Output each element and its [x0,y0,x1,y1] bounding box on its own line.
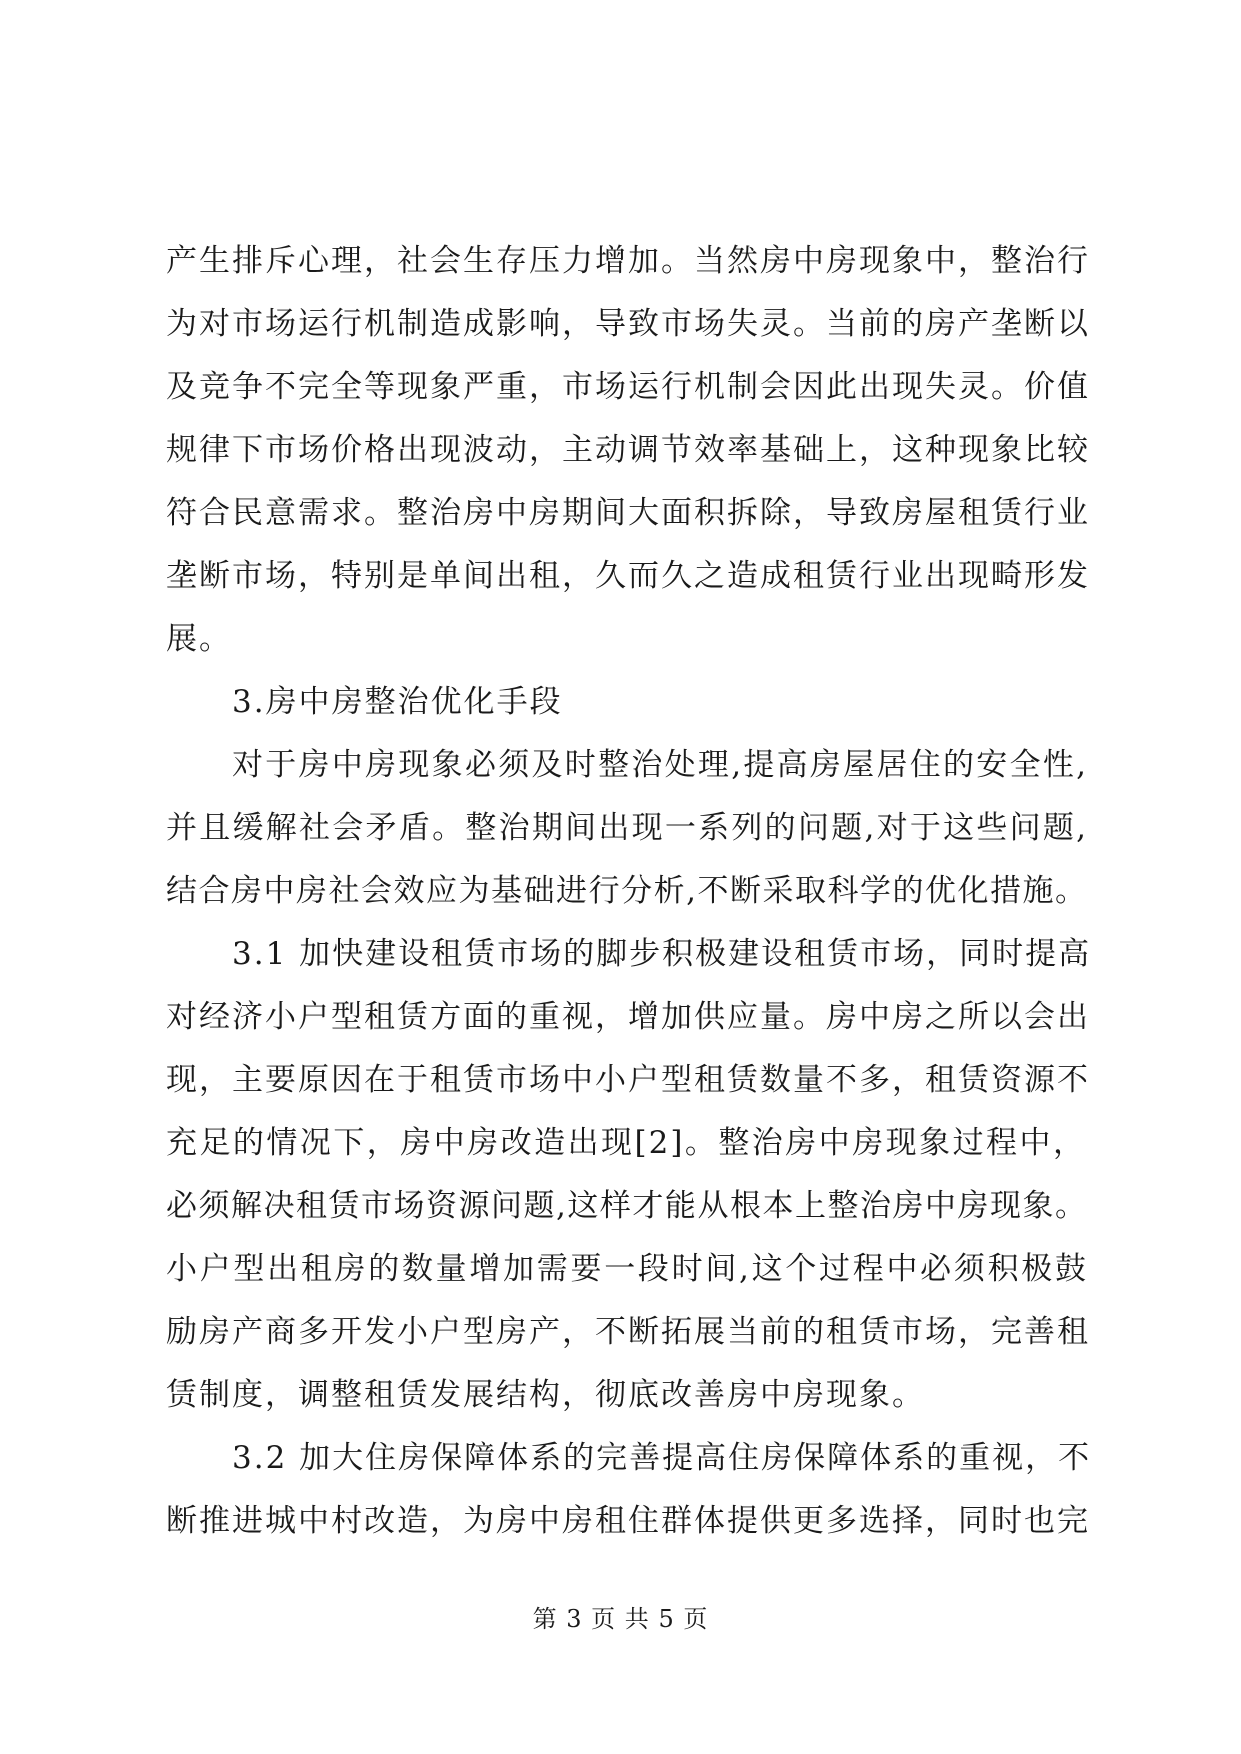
paragraph-line: 展。 [166,621,232,657]
paragraph-line: 现，主要原因在于租赁市场中小户型租赁数量不多，租赁资源不 [166,1062,1090,1098]
paragraph-line: 对于房中房现象必须及时整治处理,提高房屋居住的安全性, [232,747,1086,783]
paragraph-line: 及竞争不完全等现象严重，市场运行机制会因此出现失灵。价值 [166,369,1090,405]
paragraph-line: 结合房中房社会效应为基础进行分析,不断采取科学的优化措施。 [166,873,1086,909]
paragraph-line: 对经济小户型租赁方面的重视，增加供应量。房中房之所以会出 [166,999,1090,1035]
page-footer: 第 3 页 共 5 页 [532,1605,709,1633]
paragraph-line: 断推进城中村改造，为房中房租住群体提供更多选择，同时也完 [166,1503,1090,1539]
paragraph-line: 充足的情况下，房中房改造出现[2]。整治房中房现象过程中， [166,1125,1086,1161]
paragraph-line: 垄断市场，特别是单间出租，久而久之造成租赁行业出现畸形发 [166,558,1090,594]
section-heading: 3.房中房整治优化手段 [232,684,563,720]
paragraph-line: 规律下市场价格出现波动，主动调节效率基础上，这种现象比较 [166,432,1090,468]
paragraph-line: 为对市场运行机制造成影响，导致市场失灵。当前的房产垄断以 [166,306,1090,342]
paragraph-line: 赁制度，调整租赁发展结构，彻底改善房中房现象。 [166,1377,925,1413]
paragraph-line: 符合民意需求。整治房中房期间大面积拆除，导致房屋租赁行业 [166,495,1090,531]
paragraph-line: 励房产商多开发小户型房产，不断拓展当前的租赁市场，完善租 [166,1314,1090,1350]
document-body [166,230,1092,1553]
paragraph-line: 并且缓解社会矛盾。整治期间出现一系列的问题,对于这些问题, [166,810,1086,846]
subsection-line: 3.1 加快建设租赁市场的脚步积极建设租赁市场，同时提高 [232,936,1092,972]
paragraph-line: 产生排斥心理，社会生存压力增加。当然房中房现象中，整治行 [166,243,1090,279]
subsection-line: 3.2 加大住房保障体系的完善提高住房保障体系的重视，不 [232,1440,1092,1476]
paragraph-line: 小户型出租房的数量增加需要一段时间,这个过程中必须积极鼓 [166,1251,1086,1287]
paragraph-line: 必须解决租赁市场资源问题,这样才能从根本上整治房中房现象。 [166,1188,1086,1224]
